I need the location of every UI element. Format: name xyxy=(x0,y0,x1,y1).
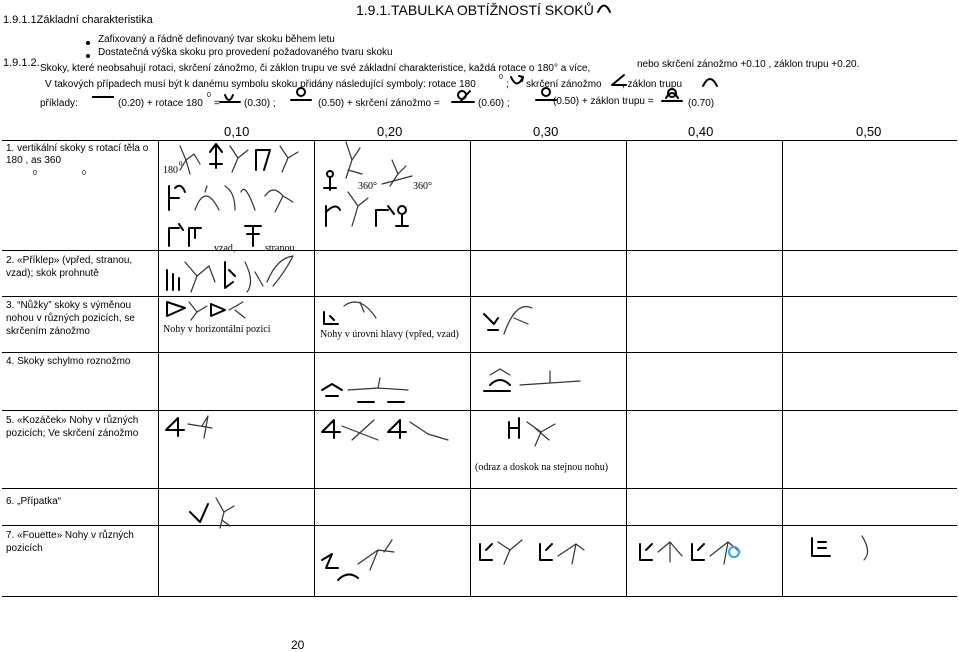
rotation-symbol-icon xyxy=(595,1,613,15)
jump-symbols-row5-col3 xyxy=(505,412,565,450)
column-header-030: 0,30 xyxy=(533,124,559,139)
rotation-note: 360° xyxy=(358,181,377,192)
jump-symbols-row7-col5 xyxy=(808,532,888,562)
jump-symbols-row5-col1 xyxy=(162,412,312,442)
example-jump-symbol xyxy=(290,86,312,102)
position-note: Nohy v horizontální pozici xyxy=(163,324,271,335)
table-column-rule xyxy=(470,140,471,596)
example-text: (0.60) ; xyxy=(478,98,510,109)
jump-symbols-row3-col2 xyxy=(320,298,470,328)
rule-line-1: Skoky, které neobsahují rotaci, skrčení zánožmo, či záklon trupu ve své základní charakteristice, každá rotace o 180° a více, xyxy=(40,63,591,74)
row-label-5: 5. «Kozáček» Nohy v různých pozicích; Ve skrčení zánožmo xyxy=(6,415,139,439)
jump-symbols-row2-col1b xyxy=(163,252,313,294)
row-label-3: 3. “Nůžky” skoky s výměnou nohou v různých pozicích, se skrčením zánožmo xyxy=(6,300,135,337)
example-text: (0.20) + rotace 180 xyxy=(118,98,203,109)
jump-symbols-row2-col1 xyxy=(165,222,315,252)
jump-symbols-row1-col1b xyxy=(165,182,315,216)
separator: ; xyxy=(506,79,509,90)
rotation-symbol-icon xyxy=(509,74,525,88)
table-column-rule xyxy=(626,140,627,596)
jump-symbols-row4-col3 xyxy=(480,365,620,399)
direction-note: vzad, xyxy=(214,243,236,254)
table-row-rule xyxy=(2,525,957,526)
jump-symbols-row3-col1 xyxy=(163,298,313,326)
bullet-text-2: Dostatečná výška skoku pro provedení požadovaného tvaru skoku xyxy=(98,47,393,58)
jump-symbols-row1-col1 xyxy=(170,140,320,180)
example-text: (0.70) xyxy=(688,98,715,109)
jump-symbols-row5-col2 xyxy=(318,414,468,448)
jump-symbols-row3-col3 xyxy=(480,300,540,336)
jump-symbols-row7-col2 xyxy=(318,530,468,590)
degree-sup: 0 xyxy=(207,92,211,99)
table-row-rule xyxy=(2,250,957,251)
table-rule xyxy=(2,596,957,597)
example-text: (0.30) ; xyxy=(244,98,276,109)
example-arch-symbol xyxy=(660,86,684,104)
examples-label: příklady: xyxy=(40,98,78,109)
degree-sup: 0 xyxy=(82,170,86,177)
row-label-4: 4. Skoky schylmo roznožmo xyxy=(6,356,131,367)
rotation-note: 360° xyxy=(413,181,432,192)
table-rule xyxy=(2,140,957,141)
section-number: 1.9.1.2. xyxy=(3,57,40,69)
section-heading-basic: 1.9.1.1Základní charakteristika xyxy=(3,14,153,26)
table-column-rule xyxy=(158,140,159,596)
jump-symbols-row1-col2 xyxy=(322,140,452,230)
table-row-rule xyxy=(2,488,957,489)
table-row-rule xyxy=(2,352,957,353)
degree-sup: 0 xyxy=(33,170,37,177)
table-row-rule xyxy=(2,296,957,297)
example-tuck-symbol xyxy=(450,88,476,104)
jump-symbols-row7-col4 xyxy=(636,530,786,570)
jump-symbols-row6-col1 xyxy=(186,492,246,532)
column-header-040: 0,40 xyxy=(688,124,714,139)
jump-symbols-row7-col3 xyxy=(476,530,626,570)
equals-sign: = xyxy=(214,98,220,109)
position-note: Nohy v úrovni hlavy (vpřed, vzad) xyxy=(320,329,459,340)
bullet-dot xyxy=(86,54,90,58)
rule-line-1-right: nebo skrčení zánožmo +0.10 , záklon trupu +0.20. xyxy=(637,59,860,70)
arch-symbol-icon xyxy=(700,76,720,90)
table-row-rule xyxy=(2,410,957,411)
row-label-1: 1. vertikální skoky s rotací těla o 180 , as 360 xyxy=(6,143,149,166)
rotation-note: 180 xyxy=(163,165,178,176)
example-text: (0.50) + skrčení zánožmo = xyxy=(318,98,440,109)
arch-label: , záklon trupu xyxy=(622,79,683,90)
example-rotation-symbol xyxy=(218,92,242,106)
column-header-050: 0,50 xyxy=(856,124,882,139)
page-number: 20 xyxy=(291,638,305,652)
degree-sup: 0 xyxy=(179,160,183,168)
tuck-label: skrčení zánožmo xyxy=(526,79,602,90)
jump-symbols-row4-col2 xyxy=(318,370,468,406)
row-label-7: 7. «Fouette» Nohy v různých pozicích xyxy=(6,530,134,554)
direction-note: stranou xyxy=(265,243,295,254)
example-text: (0.50) + záklon trupu = xyxy=(553,96,654,107)
row-label-2: 2. «Příklep» (vpřed, stranou, vzad); skok prohnutě xyxy=(6,255,133,279)
degree-sup: 0 xyxy=(499,74,503,81)
row-label-6: 6. „Přípatka“ xyxy=(6,496,62,507)
bullet-dot xyxy=(86,41,90,45)
column-header-010: 0,10 xyxy=(224,124,250,139)
bullet-text-1: Zafixovaný a řádně definovaný tvar skoku během letu xyxy=(98,34,335,45)
example-jump-symbol xyxy=(92,96,114,98)
rule-line-2: V takových případech musí být k danému symbolu skoku přidány následující symboly: rotace 180 xyxy=(45,79,476,90)
landing-note: (odraz a doskok na stejnou nohu) xyxy=(475,462,609,473)
table-column-rule xyxy=(782,140,783,596)
column-header-020: 0,20 xyxy=(377,124,403,139)
page-title: 1.9.1.TABULKA OBTÍŽNOSTÍ SKOKŮ xyxy=(356,2,594,18)
